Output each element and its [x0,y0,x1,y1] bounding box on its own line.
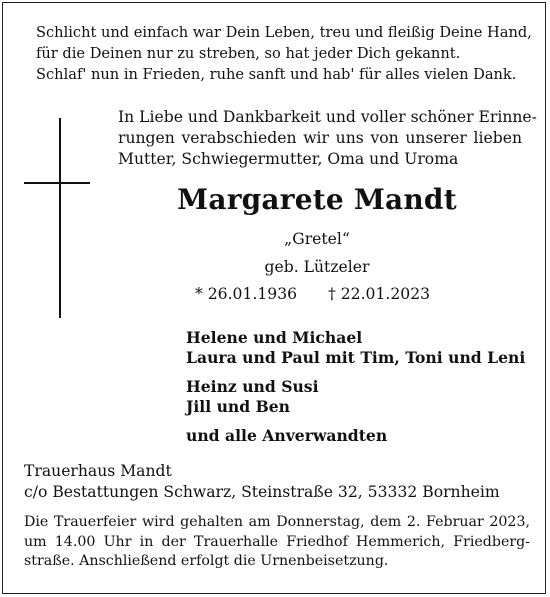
house-line: Trauerhaus Mandt [24,462,172,480]
mourning-house [24,461,524,503]
mourners-list [186,328,536,455]
mourner-group [186,377,536,417]
life-dates [195,284,455,304]
mourner-group [186,328,536,368]
funeral-line: um 14.00 Uhr in der Trauerhalle Friedhof Hemmerich, Friedberg- [24,533,530,550]
mourner-group [186,426,536,446]
house-line: c/o Bestattungen Schwarz, Steinstraße 32, 53332 Bornheim [24,483,500,501]
mourner-line: Helene und Michael [186,328,363,347]
intro-line: rungen verabschieden wir uns von unserer lieben [118,129,522,147]
funeral-info [24,513,530,572]
birth-date: * 26.01.1936 [195,285,298,303]
poem-line: Schlicht und einfach war Dein Leben, treu und fleißig Deine Hand, [36,24,532,41]
poem [36,22,530,85]
mourner-line: und alle Anverwandten [186,426,388,445]
deceased-name: Margarete Mandt [177,183,457,216]
cross-icon-vertical [59,118,61,318]
deceased-born-name: geb. Lützeler [264,258,370,276]
cross-icon-horizontal [24,182,90,184]
funeral-line: straße. Anschließend erfolgt die Urnenbeisetzung. [24,553,389,569]
mourner-line: Laura und Paul mit Tim, Toni und Leni [186,348,526,367]
intro-line: Mutter, Schwiegermutter, Oma und Uroma [118,150,459,168]
poem-line: für die Deinen nur zu streben, so hat jeder Dich gekannt. [36,45,461,62]
mourner-line: Heinz und Susi [186,377,319,396]
intro-text [118,107,537,170]
intro-line: In Liebe und Dankbarkeit und voller schöner Erinne- [118,108,537,126]
deceased-nickname: „Gretel“ [284,230,350,248]
poem-line: Schlaf' nun in Frieden, ruhe sanft und hab' für alles vielen Dank. [36,66,517,83]
death-date: † 22.01.2023 [328,285,431,303]
funeral-line: Die Trauerfeier wird gehalten am Donnerstag, dem 2. Februar 2023, [24,514,530,530]
mourner-line: Jill und Ben [186,397,291,416]
